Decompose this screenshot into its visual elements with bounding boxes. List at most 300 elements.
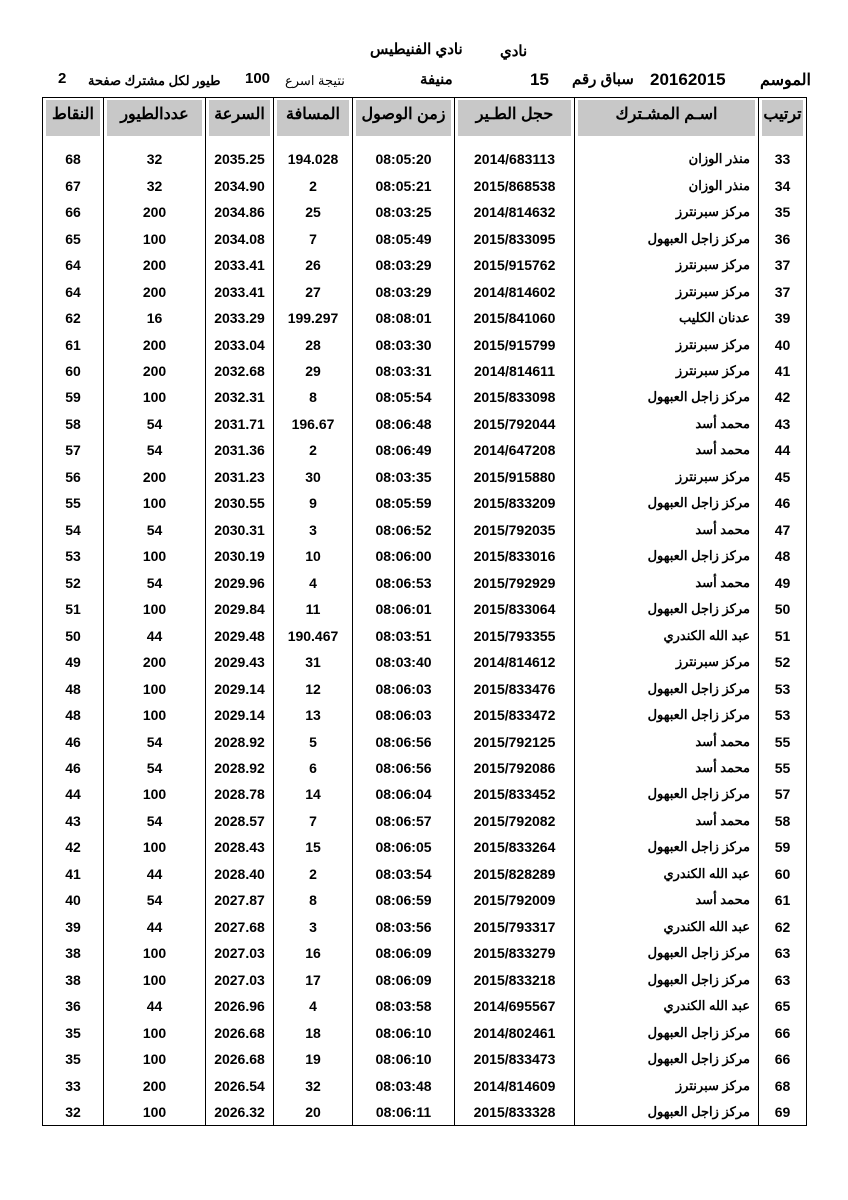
table-row (43, 490, 807, 516)
column-header-label: اسـم المشـترك (578, 100, 755, 136)
cell-points: 62 (43, 305, 104, 331)
cell-arrival: 08:03:29 (353, 278, 455, 304)
column-header-birds (104, 98, 206, 139)
cell-rank: 66 (759, 1046, 807, 1072)
cell-ring: 2014/695567 (455, 993, 575, 1019)
cell-arrival: 08:03:35 (353, 464, 455, 490)
cell-birds: 100 (104, 940, 206, 966)
cell-speed: 2033.29 (206, 305, 274, 331)
cell-points: 68 (43, 138, 104, 172)
cell-ring: 2014/814632 (455, 199, 575, 225)
cell-points: 64 (43, 252, 104, 278)
cell-birds: 100 (104, 384, 206, 410)
cell-rank: 58 (759, 808, 807, 834)
cell-distance: 3 (274, 914, 353, 940)
cell-points: 46 (43, 728, 104, 754)
cell-arrival: 08:06:09 (353, 967, 455, 993)
cell-name: مركز سبرنترز (575, 1072, 759, 1098)
cell-birds: 100 (104, 543, 206, 569)
cell-ring: 2015/868538 (455, 172, 575, 198)
cell-name: مركز زاجل العبهول (575, 596, 759, 622)
cell-rank: 60 (759, 861, 807, 887)
cell-ring: 2014/814609 (455, 1072, 575, 1098)
cell-distance: 12 (274, 675, 353, 701)
cell-distance: 7 (274, 225, 353, 251)
cell-birds: 100 (104, 675, 206, 701)
cell-birds: 100 (104, 596, 206, 622)
cell-rank: 63 (759, 967, 807, 993)
cell-arrival: 08:03:25 (353, 199, 455, 225)
cell-arrival: 08:03:51 (353, 622, 455, 648)
table-row (43, 278, 807, 304)
cell-rank: 55 (759, 755, 807, 781)
cell-ring: 2015/828289 (455, 861, 575, 887)
cell-ring: 2014/814612 (455, 649, 575, 675)
cell-points: 44 (43, 781, 104, 807)
cell-distance: 7 (274, 808, 353, 834)
cell-name: محمد أسد (575, 728, 759, 754)
cell-rank: 37 (759, 252, 807, 278)
cell-rank: 46 (759, 490, 807, 516)
cell-distance: 27 (274, 278, 353, 304)
cell-ring: 2015/833472 (455, 702, 575, 728)
cell-rank: 62 (759, 914, 807, 940)
cell-speed: 2027.87 (206, 887, 274, 913)
cell-rank: 47 (759, 517, 807, 543)
cell-distance: 4 (274, 993, 353, 1019)
cell-ring: 2015/833098 (455, 384, 575, 410)
cell-points: 35 (43, 1019, 104, 1045)
cell-birds: 200 (104, 649, 206, 675)
cell-speed: 2029.14 (206, 702, 274, 728)
table-row (43, 543, 807, 569)
cell-points: 33 (43, 1072, 104, 1098)
cell-speed: 2033.41 (206, 278, 274, 304)
cell-speed: 2029.48 (206, 622, 274, 648)
cell-speed: 2030.55 (206, 490, 274, 516)
table-row (43, 331, 807, 357)
cell-ring: 2014/814611 (455, 358, 575, 384)
cell-arrival: 08:06:57 (353, 808, 455, 834)
cell-speed: 2035.25 (206, 138, 274, 172)
cell-distance: 2 (274, 437, 353, 463)
cell-arrival: 08:06:03 (353, 702, 455, 728)
table-row (43, 199, 807, 225)
cell-arrival: 08:05:59 (353, 490, 455, 516)
cell-birds: 200 (104, 464, 206, 490)
cell-name: محمد أسد (575, 437, 759, 463)
cell-distance: 14 (274, 781, 353, 807)
cell-ring: 2015/792082 (455, 808, 575, 834)
cell-rank: 49 (759, 570, 807, 596)
cell-distance: 11 (274, 596, 353, 622)
cell-birds: 44 (104, 622, 206, 648)
cell-rank: 41 (759, 358, 807, 384)
cell-speed: 2033.04 (206, 331, 274, 357)
season-value: 20162015 (650, 70, 726, 89)
cell-birds: 54 (104, 570, 206, 596)
cell-distance: 199.297 (274, 305, 353, 331)
cell-name: مركز سبرنترز (575, 278, 759, 304)
cell-rank: 48 (759, 543, 807, 569)
cell-points: 49 (43, 649, 104, 675)
cell-speed: 2028.43 (206, 834, 274, 860)
cell-arrival: 08:03:56 (353, 914, 455, 940)
table-row (43, 172, 807, 198)
cell-rank: 44 (759, 437, 807, 463)
cell-arrival: 08:03:48 (353, 1072, 455, 1098)
cell-rank: 53 (759, 675, 807, 701)
cell-ring: 2015/833473 (455, 1046, 575, 1072)
table-row (43, 993, 807, 1019)
cell-distance: 29 (274, 358, 353, 384)
cell-ring: 2015/833476 (455, 675, 575, 701)
cell-points: 42 (43, 834, 104, 860)
table-row (43, 755, 807, 781)
cell-ring: 2015/833016 (455, 543, 575, 569)
column-header-label: ترتيب (762, 100, 803, 136)
cell-ring: 2015/793355 (455, 622, 575, 648)
cell-rank: 59 (759, 834, 807, 860)
cell-points: 38 (43, 967, 104, 993)
cell-birds: 100 (104, 1099, 206, 1126)
cell-arrival: 08:03:31 (353, 358, 455, 384)
cell-distance: 196.67 (274, 411, 353, 437)
cell-rank: 51 (759, 622, 807, 648)
results-table (42, 97, 807, 1126)
cell-arrival: 08:05:20 (353, 138, 455, 172)
table-row (43, 464, 807, 490)
cell-points: 40 (43, 887, 104, 913)
cell-distance: 18 (274, 1019, 353, 1045)
cell-arrival: 08:03:54 (353, 861, 455, 887)
cell-speed: 2031.36 (206, 437, 274, 463)
cell-birds: 54 (104, 411, 206, 437)
cell-distance: 19 (274, 1046, 353, 1072)
cell-distance: 20 (274, 1099, 353, 1126)
cell-points: 66 (43, 199, 104, 225)
table-row (43, 570, 807, 596)
cell-points: 57 (43, 437, 104, 463)
cell-speed: 2031.71 (206, 411, 274, 437)
race-label: سباق رقم (572, 71, 634, 88)
cell-speed: 2031.23 (206, 464, 274, 490)
cell-ring: 2015/793317 (455, 914, 575, 940)
cell-rank: 43 (759, 411, 807, 437)
cell-distance: 5 (274, 728, 353, 754)
cell-name: مركز زاجل العبهول (575, 1099, 759, 1126)
cell-points: 64 (43, 278, 104, 304)
cell-name: محمد أسد (575, 411, 759, 437)
cell-speed: 2029.43 (206, 649, 274, 675)
cell-birds: 16 (104, 305, 206, 331)
cell-ring: 2015/792009 (455, 887, 575, 913)
cell-arrival: 08:03:58 (353, 993, 455, 1019)
fastest-label: نتيجة اسرع (285, 73, 345, 88)
cell-speed: 2034.90 (206, 172, 274, 198)
cell-points: 67 (43, 172, 104, 198)
cell-name: مركز سبرنترز (575, 252, 759, 278)
cell-speed: 2026.68 (206, 1046, 274, 1072)
cell-birds: 54 (104, 887, 206, 913)
cell-name: محمد أسد (575, 887, 759, 913)
table-row (43, 781, 807, 807)
cell-arrival: 08:08:01 (353, 305, 455, 331)
cell-name: مركز زاجل العبهول (575, 543, 759, 569)
cell-arrival: 08:06:04 (353, 781, 455, 807)
column-header-points (43, 98, 104, 139)
table-row (43, 1072, 807, 1098)
cell-birds: 44 (104, 914, 206, 940)
column-header-label: السرعة (209, 100, 270, 136)
table-row (43, 384, 807, 410)
cell-ring: 2015/915880 (455, 464, 575, 490)
cell-points: 52 (43, 570, 104, 596)
cell-points: 55 (43, 490, 104, 516)
cell-rank: 68 (759, 1072, 807, 1098)
cell-arrival: 08:06:59 (353, 887, 455, 913)
cell-rank: 40 (759, 331, 807, 357)
table-row (43, 225, 807, 251)
cell-distance: 15 (274, 834, 353, 860)
cell-name: مركز زاجل العبهول (575, 940, 759, 966)
table-row (43, 437, 807, 463)
cell-points: 35 (43, 1046, 104, 1072)
season-label: الموسم (760, 72, 811, 89)
cell-birds: 54 (104, 755, 206, 781)
cell-speed: 2030.19 (206, 543, 274, 569)
cell-speed: 2027.03 (206, 967, 274, 993)
cell-rank: 50 (759, 596, 807, 622)
cell-name: مركز زاجل العبهول (575, 702, 759, 728)
cell-name: عبد الله الكندري (575, 914, 759, 940)
cell-arrival: 08:06:01 (353, 596, 455, 622)
cell-speed: 2027.03 (206, 940, 274, 966)
table-row (43, 1099, 807, 1126)
per-member-label: طيور لكل مشترك صفحة (88, 73, 221, 88)
cell-points: 39 (43, 914, 104, 940)
cell-distance: 32 (274, 1072, 353, 1098)
cell-points: 61 (43, 331, 104, 357)
cell-birds: 54 (104, 437, 206, 463)
cell-speed: 2030.31 (206, 517, 274, 543)
table-row (43, 252, 807, 278)
cell-distance: 190.467 (274, 622, 353, 648)
cell-distance: 194.028 (274, 138, 353, 172)
race-number: 15 (530, 70, 549, 89)
cell-points: 51 (43, 596, 104, 622)
table-row (43, 358, 807, 384)
cell-speed: 2027.68 (206, 914, 274, 940)
cell-name: مركز زاجل العبهول (575, 967, 759, 993)
cell-name: مركز زاجل العبهول (575, 834, 759, 860)
cell-rank: 34 (759, 172, 807, 198)
cell-rank: 63 (759, 940, 807, 966)
cell-rank: 35 (759, 199, 807, 225)
cell-birds: 100 (104, 1046, 206, 1072)
cell-birds: 200 (104, 278, 206, 304)
cell-distance: 3 (274, 517, 353, 543)
table-row (43, 138, 807, 172)
cell-points: 65 (43, 225, 104, 251)
table-row (43, 914, 807, 940)
cell-distance: 8 (274, 887, 353, 913)
table-row (43, 887, 807, 913)
cell-speed: 2029.84 (206, 596, 274, 622)
cell-speed: 2032.68 (206, 358, 274, 384)
cell-points: 46 (43, 755, 104, 781)
cell-name: منذر الوزان (575, 172, 759, 198)
cell-birds: 32 (104, 172, 206, 198)
cell-ring: 2015/915762 (455, 252, 575, 278)
column-header-label: النقاط (46, 100, 100, 136)
cell-ring: 2015/833095 (455, 225, 575, 251)
column-header-ring (455, 98, 575, 139)
cell-arrival: 08:06:10 (353, 1046, 455, 1072)
cell-birds: 200 (104, 331, 206, 357)
cell-ring: 2015/792929 (455, 570, 575, 596)
cell-birds: 200 (104, 358, 206, 384)
cell-name: محمد أسد (575, 517, 759, 543)
cell-name: مركز زاجل العبهول (575, 1019, 759, 1045)
cell-rank: 37 (759, 278, 807, 304)
table-row (43, 728, 807, 754)
cell-name: محمد أسد (575, 755, 759, 781)
table-row (43, 967, 807, 993)
cell-birds: 100 (104, 225, 206, 251)
cell-rank: 55 (759, 728, 807, 754)
cell-distance: 9 (274, 490, 353, 516)
cell-name: منذر الوزان (575, 138, 759, 172)
cell-points: 43 (43, 808, 104, 834)
cell-rank: 53 (759, 702, 807, 728)
cell-birds: 200 (104, 199, 206, 225)
column-header-arrival (353, 98, 455, 139)
cell-speed: 2026.32 (206, 1099, 274, 1126)
cell-name: مركز زاجل العبهول (575, 225, 759, 251)
cell-ring: 2015/833264 (455, 834, 575, 860)
cell-speed: 2029.96 (206, 570, 274, 596)
cell-arrival: 08:06:03 (353, 675, 455, 701)
cell-points: 54 (43, 517, 104, 543)
cell-ring: 2014/647208 (455, 437, 575, 463)
cell-speed: 2028.92 (206, 728, 274, 754)
cell-name: محمد أسد (575, 570, 759, 596)
cell-rank: 65 (759, 993, 807, 1019)
table-row (43, 596, 807, 622)
table-row (43, 834, 807, 860)
cell-name: مركز سبرنترز (575, 331, 759, 357)
cell-arrival: 08:05:49 (353, 225, 455, 251)
cell-ring: 2015/833064 (455, 596, 575, 622)
cell-rank: 36 (759, 225, 807, 251)
cell-arrival: 08:06:48 (353, 411, 455, 437)
page-number: 2 (58, 70, 67, 87)
cell-arrival: 08:06:49 (353, 437, 455, 463)
cell-points: 48 (43, 702, 104, 728)
cell-arrival: 08:06:10 (353, 1019, 455, 1045)
cell-speed: 2026.96 (206, 993, 274, 1019)
column-header-name (575, 98, 759, 139)
cell-rank: 42 (759, 384, 807, 410)
cell-points: 59 (43, 384, 104, 410)
cell-distance: 2 (274, 172, 353, 198)
cell-arrival: 08:03:29 (353, 252, 455, 278)
column-header-speed (206, 98, 274, 139)
cell-name: مركز زاجل العبهول (575, 1046, 759, 1072)
cell-name: مركز سبرنترز (575, 464, 759, 490)
cell-speed: 2028.57 (206, 808, 274, 834)
cell-distance: 30 (274, 464, 353, 490)
cell-points: 36 (43, 993, 104, 1019)
cell-distance: 4 (274, 570, 353, 596)
cell-points: 48 (43, 675, 104, 701)
cell-birds: 54 (104, 808, 206, 834)
cell-name: مركز سبرنترز (575, 199, 759, 225)
cell-birds: 200 (104, 1072, 206, 1098)
cell-name: عبد الله الكندري (575, 861, 759, 887)
cell-distance: 31 (274, 649, 353, 675)
cell-speed: 2032.31 (206, 384, 274, 410)
column-header-label: عددالطيور (107, 100, 202, 136)
cell-distance: 10 (274, 543, 353, 569)
cell-birds: 44 (104, 993, 206, 1019)
cell-distance: 25 (274, 199, 353, 225)
cell-distance: 8 (274, 384, 353, 410)
cell-arrival: 08:05:21 (353, 172, 455, 198)
column-header-label: زمن الوصول (356, 100, 451, 136)
column-header-label: المسافة (277, 100, 349, 136)
cell-rank: 33 (759, 138, 807, 172)
cell-birds: 100 (104, 702, 206, 728)
cell-points: 41 (43, 861, 104, 887)
cell-speed: 2034.08 (206, 225, 274, 251)
cell-birds: 100 (104, 967, 206, 993)
cell-birds: 44 (104, 861, 206, 887)
cell-ring: 2015/792086 (455, 755, 575, 781)
cell-arrival: 08:06:00 (353, 543, 455, 569)
cell-ring: 2015/792125 (455, 728, 575, 754)
cell-name: محمد أسد (575, 808, 759, 834)
cell-name: مركز زاجل العبهول (575, 781, 759, 807)
cell-arrival: 08:06:09 (353, 940, 455, 966)
cell-birds: 100 (104, 1019, 206, 1045)
cell-name: مركز زاجل العبهول (575, 490, 759, 516)
cell-ring: 2014/802461 (455, 1019, 575, 1045)
club-name: نادي الفنيطيس (370, 41, 463, 58)
cell-rank: 61 (759, 887, 807, 913)
cell-speed: 2029.14 (206, 675, 274, 701)
fastest-count: 100 (245, 70, 271, 87)
cell-birds: 54 (104, 728, 206, 754)
cell-ring: 2015/833279 (455, 940, 575, 966)
race-location: منيفة (420, 71, 453, 88)
cell-distance: 28 (274, 331, 353, 357)
cell-points: 58 (43, 411, 104, 437)
cell-speed: 2033.41 (206, 252, 274, 278)
cell-name: عدنان الكليب (575, 305, 759, 331)
cell-ring: 2015/841060 (455, 305, 575, 331)
cell-ring: 2015/833452 (455, 781, 575, 807)
cell-ring: 2015/792035 (455, 517, 575, 543)
cell-rank: 66 (759, 1019, 807, 1045)
table-row (43, 305, 807, 331)
cell-birds: 100 (104, 490, 206, 516)
cell-ring: 2014/683113 (455, 138, 575, 172)
cell-distance: 17 (274, 967, 353, 993)
cell-arrival: 08:06:53 (353, 570, 455, 596)
cell-birds: 200 (104, 252, 206, 278)
